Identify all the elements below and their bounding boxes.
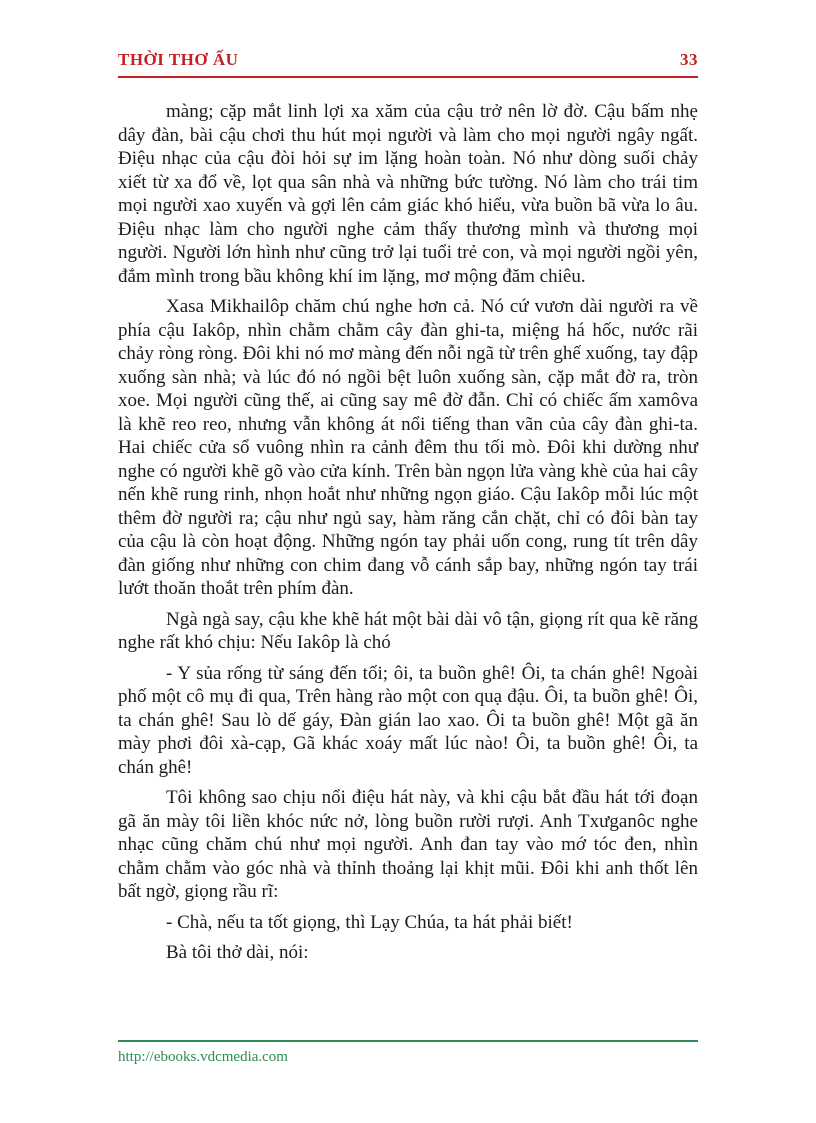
header-rule (118, 76, 698, 78)
footer-url-link[interactable]: http://ebooks.vdcmedia.com (118, 1049, 288, 1065)
body-text (118, 100, 698, 965)
paragraph: Ngà ngà say, cậu khe khẽ hát một bài dài vô tận, giọng rít qua kẽ răng nghe rất khó chịu: Nếu Iakôp là chó (118, 608, 698, 653)
paragraph: Tôi không sao chịu nổi điệu hát này, và khi cậu bắt đầu hát tới đoạn gã ăn mày tôi liền khóc nức nở, lòng buồn rười rượi. Anh Txưganôc nghe nhạc cũng chăm chú như mọi người. Anh đan tay vào mớ tóc đen, nhìn chằm chằm vào góc nhà và thỉnh thoảng lại khịt mũi. Đôi khi anh thốt lên bất ngờ, giọng rầu rĩ: (118, 787, 698, 902)
running-title: THỜI THƠ ẤU (118, 50, 239, 69)
paragraph: - Chà, nếu ta tốt giọng, thì Lạy Chúa, ta hát phải biết! (166, 911, 573, 933)
page-number: 33 (680, 50, 698, 69)
page-footer (118, 1040, 698, 1066)
text-block (118, 0, 698, 972)
paragraph: màng; cặp mắt linh lợi xa xăm của cậu trở nên lờ đờ. Cậu bấm nhẹ dây đàn, bài cậu chơi thu hút mọi người và làm cho mọi người ngây ngất. Điệu nhạc của cậu đòi hỏi sự im lặng hoàn toàn. Nó như dòng suối chảy xiết từ xa đổ về, lọt qua sân nhà và những bức tường. Nó làm cho trái tim mọi người xao xuyến và gợi lên cảm giác khó hiểu, vừa buồn bã vừa lo âu. Điệu nhạc làm cho người nghe cảm thấy thương mình và thương mọi người. Người lớn hình như cũng trở lại tuổi trẻ con, và mọi người ngồi yên, đắm mình trong bầu không khí im lặng, mơ mộng đăm chiêu. (118, 101, 698, 287)
paragraph: Bà tôi thở dài, nói: (166, 942, 309, 963)
page-header (118, 0, 698, 70)
paragraph: - Y sủa rống từ sáng đến tối; ôi, ta buồn ghê! Ôi, ta chán ghê! Ngoài phố một cô mụ đi qua, Trên hàng rào một con quạ đậu. Ôi, ta buồn ghê! Ôi, ta chán ghê! Sau lò dế gáy, Đàn gián lao xao. Ôi ta buồn ghê! Một gã ăn mày phơi đôi xà-cạp, Gã khác xoáy mất lúc nào! Ôi, ta buồn ghê! Ôi, ta chán ghê! (118, 662, 698, 778)
footer-rule (118, 1040, 698, 1042)
paragraph: Xasa Mikhailôp chăm chú nghe hơn cả. Nó cứ vươn dài người ra về phía cậu Iakôp, nhìn chằm chằm cây đàn ghi-ta, miệng há hốc, nước rãi chảy ròng ròng. Đôi khi nó mơ màng đến nỗi ngã từ trên ghế xuống, tay đập xuống sàn nhà; và lúc đó nó ngồi bệt luôn xuống sàn, cặp mắt đờ ra, tròn xoe. Mọi người cũng thế, ai cũng say mê đờ đẫn. Chỉ có chiếc ấm xamôva là khẽ reo reo, nhưng vẫn không át nổi tiếng than vãn của cây đàn ghi-ta. Hai chiếc cửa sổ vuông nhìn ra cảnh đêm thu tối mò. Đôi khi dường như nghe có người khẽ gõ vào cửa kính. Trên bàn ngọn lửa vàng khè của hai cây nến khẽ rung rinh, nhọn hoắt như những ngọn giáo. Cậu Iakôp mỗi lúc một thêm đờ người ra; cậu như ngủ say, hàm răng cắn chặt, chỉ có đôi bàn tay của cậu là còn hoạt động. Những ngón tay phải uốn cong, rung tít trên dây đàn giống như những con chim đang vỗ cánh sắp bay, những ngón tay trái lướt thoăn thoắt trên phím đàn. (118, 296, 698, 599)
